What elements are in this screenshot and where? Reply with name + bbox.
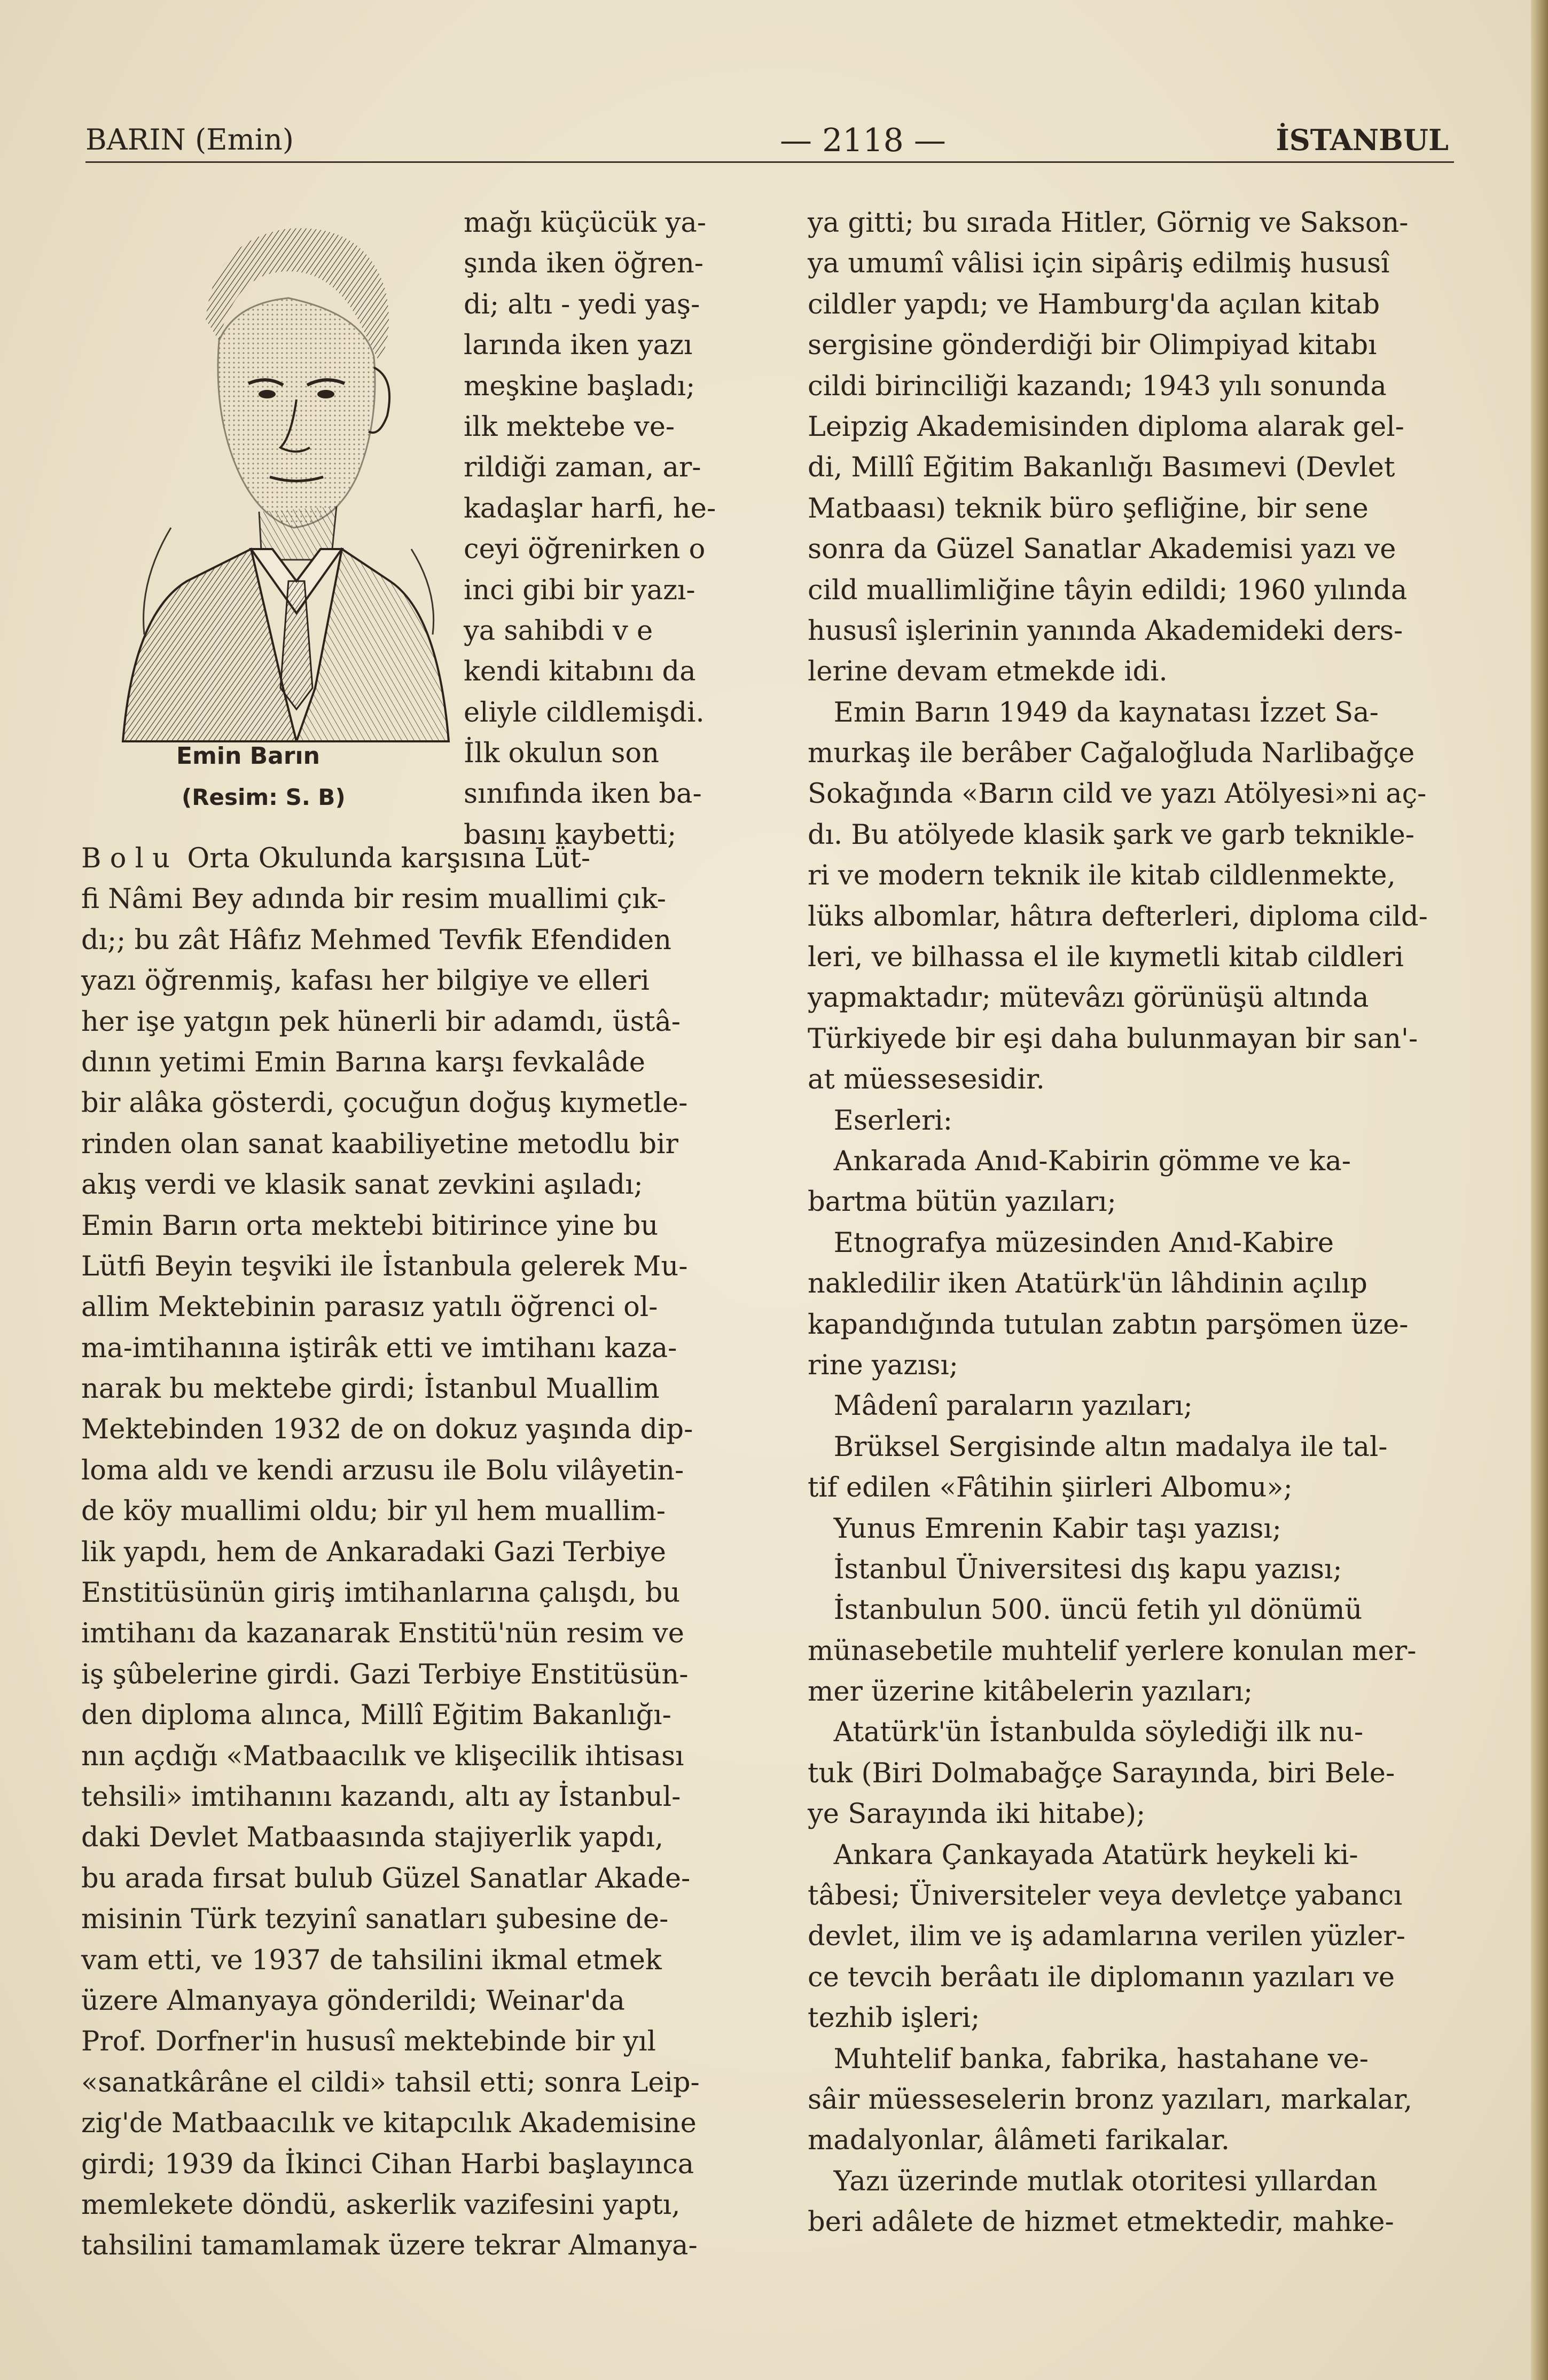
text-line: cildi birinciliği kazandı; 1943 yılı sonunda xyxy=(808,370,1387,402)
text-line: cild muallimliğine tâyin edildi; 1960 yılında xyxy=(808,574,1408,606)
page-header xyxy=(85,119,1454,163)
text-line: yazı öğrenmiş, kafası her bilgiye ve elleri xyxy=(81,965,650,997)
text-line: her işe yatgın pek hünerli bir adamdı, üstâ- xyxy=(81,1006,681,1038)
text-line: Leipzig Akademisinden diploma alarak gel- xyxy=(808,411,1404,443)
text-line: Brüksel Sergisinde altın madalya ile tal- xyxy=(808,1431,1388,1463)
text-line: de köy muallimi oldu; bir yıl hem muallim- xyxy=(81,1496,666,1528)
text-line: memlekete döndü, askerlik vazifesini yaptı, xyxy=(81,2189,681,2221)
text-line: ye Sarayında iki hitabe); xyxy=(808,1798,1146,1830)
text-line: devlet, ilim ve iş adamlarına verilen yüzler- xyxy=(808,1921,1406,1953)
column-left-wide xyxy=(81,839,744,2267)
text-line: narak bu mektebe girdi; İstanbul Muallim xyxy=(81,1373,660,1405)
text-line: hususî işlerinin yanında Akademideki ders- xyxy=(808,615,1403,647)
text-line: Atatürk'ün İstanbulda söylediği ilk nu- xyxy=(808,1717,1364,1749)
header-left: BARIN (Emin) xyxy=(85,123,294,156)
text-line: ma-imtihanına iştirâk etti ve imtihanı kaza- xyxy=(81,1332,677,1364)
text-line: inci gibi bir yazı- xyxy=(464,574,695,606)
text-line: kapandığında tutulan zabtın parşömen üze- xyxy=(808,1309,1409,1341)
text-line: den diploma alınca, Millî Eğitim Bakanlığı- xyxy=(81,1700,671,1732)
text-line: Prof. Dorfner'in hususî mektebinde bir yıl xyxy=(81,2026,656,2058)
text-line: murkaş ile berâber Cağaloğluda Narlibağçe xyxy=(808,738,1415,770)
column-left-narrow xyxy=(464,203,741,856)
text-line: Türkiyede bir eşi daha bulunmayan bir san'- xyxy=(808,1023,1418,1055)
text-line: rinden olan sanat kaabiliyetine metodlu bir xyxy=(81,1128,678,1160)
text-line: Lütfi Beyin teşviki ile İstanbula gelerek Mu- xyxy=(81,1250,688,1282)
portrait-caption-reference: (Resim: S. B) xyxy=(182,784,346,810)
text-line: daki Devlet Matbaasında stajiyerlik yapdı, xyxy=(81,1822,664,1854)
text-line: sonra da Güzel Sanatlar Akademisi yazı ve xyxy=(808,534,1396,566)
text-line: imtihanı da kazanarak Enstitü'nün resim ve xyxy=(81,1618,684,1650)
text-line: bartma bütün yazıları; xyxy=(808,1186,1116,1218)
text-line: dının yetimi Emin Barına karşı fevkalâde xyxy=(81,1046,645,1078)
text-line: ya umumî vâlisi için sipâriş edilmiş hususî xyxy=(808,248,1390,280)
text-line: Emin Barın 1949 da kaynatası İzzet Sa- xyxy=(808,696,1379,729)
text-line: misinin Türk tezyinî sanatları şubesine de- xyxy=(81,1904,669,1936)
text-line: tif edilen «Fâtihin şiirleri Albomu»; xyxy=(808,1472,1293,1504)
text-line: ya sahibdi v e xyxy=(464,615,653,647)
portrait-illustration xyxy=(112,207,459,773)
text-line: ce tevcih berâatı ile diplomanın yazıları ve xyxy=(808,1961,1395,1993)
text-line: ya gitti; bu sırada Hitler, Görnig ve Sakson- xyxy=(808,207,1409,239)
text-line: Sokağında «Barın cild ve yazı Atölyesi»ni aç- xyxy=(808,778,1427,810)
text-line: rildiği zaman, ar- xyxy=(464,452,701,484)
text-line: meşkine başladı; xyxy=(464,370,695,402)
header-right: İSTANBUL xyxy=(1276,123,1449,157)
text-line: kadaşlar harfi, he- xyxy=(464,492,716,524)
page-number: — 2118 — xyxy=(780,122,946,159)
text-line: eliyle cildlemişdi. xyxy=(464,696,705,729)
text-line: Muhtelif banka, fabrika, hastahane ve- xyxy=(808,2043,1369,2075)
text-line: cildler yapdı; ve Hamburg'da açılan kitab xyxy=(808,288,1380,320)
column-right xyxy=(808,203,1459,2243)
text-line: Ankarada Anıd-Kabirin gömme ve ka- xyxy=(808,1145,1351,1177)
text-line: tâbesi; Üniversiteler veya devletçe yabancı xyxy=(808,1880,1403,1912)
text-line: di; altı - yedi yaş- xyxy=(464,288,700,320)
text-line: ri ve modern teknik ile kitab cildlenmekte, xyxy=(808,860,1396,892)
text-line: dı. Bu atölyede klasik şark ve garb teknikle- xyxy=(808,819,1415,851)
text-line: «sanatkârâne el cildi» tahsil etti; sonra Leip- xyxy=(81,2066,700,2099)
page-edge xyxy=(1531,0,1548,2380)
text-line: İstanbulun 500. üncü fetih yıl dönümü xyxy=(808,1594,1363,1626)
text-line: loma aldı ve kendi arzusu ile Bolu vilâyetin- xyxy=(81,1454,684,1486)
text-line: zig'de Matbaacılık ve kitapcılık Akademisine xyxy=(81,2108,697,2140)
text-line: tahsilini tamamlamak üzere tekrar Almanya- xyxy=(81,2230,698,2262)
text-line: tehsili» imtihanını kazandı, altı ay İstanbul- xyxy=(81,1781,681,1813)
text-line: sınıfında iken ba- xyxy=(464,778,702,810)
text-line: İstanbul Üniversitesi dış kapu yazısı; xyxy=(808,1553,1342,1585)
text-line: üzere Almanyaya gönderildi; Weinar'da xyxy=(81,1985,625,2017)
text-line: Emin Barın orta mektebi bitirince yine bu xyxy=(81,1210,659,1242)
text-line: vam etti, ve 1937 de tahsilini ikmal etmek xyxy=(81,1944,662,1976)
text-line: beri adâlete de hizmet etmektedir, mahke- xyxy=(808,2206,1394,2238)
text-line: dı;; bu zât Hâfız Mehmed Tevfik Efendiden xyxy=(81,924,671,956)
text-line: girdi; 1939 da İkinci Cihan Harbi başlayınca xyxy=(81,2148,694,2180)
text-line: mer üzerine kitâbelerin yazıları; xyxy=(808,1676,1253,1708)
text-line: lüks albomlar, hâtıra defterleri, diploma cild- xyxy=(808,901,1428,933)
text-line: mağı küçücük ya- xyxy=(464,207,707,239)
text-line: iş şûbelerine girdi. Gazi Terbiye Enstitüsün- xyxy=(81,1658,689,1690)
text-line: Mâdenî paraların yazıları; xyxy=(808,1390,1193,1422)
text-line: yapmaktadır; mütevâzı görünüşü altında xyxy=(808,982,1369,1014)
text-line: sâir müesseselerin bronz yazıları, markalar, xyxy=(808,2084,1413,2116)
text-line: Ankara Çankayada Atatürk heykeli ki- xyxy=(808,1839,1358,1871)
portrait-caption-name: Emin Barın xyxy=(176,742,320,770)
text-line: ilk mektebe ve- xyxy=(464,411,675,443)
text-line: larında iken yazı xyxy=(464,330,693,362)
text-line: Enstitüsünün giriş imtihanlarına çalışdı, bu xyxy=(81,1577,681,1609)
text-line: madalyonlar, âlâmeti farikalar. xyxy=(808,2125,1230,2157)
text-line: Yunus Emrenin Kabir taşı yazısı; xyxy=(808,1513,1281,1545)
text-line: fi Nâmi Bey adında bir resim muallimi çık- xyxy=(81,883,667,915)
text-line: di, Millî Eğitim Bakanlığı Basımevi (Devlet xyxy=(808,452,1395,484)
text-line: şında iken öğren- xyxy=(464,248,704,280)
text-line: sergisine gönderdiği bir Olimpiyad kitabı xyxy=(808,330,1377,362)
text-line: nakledilir iken Atatürk'ün lâhdinin açılıp xyxy=(808,1268,1367,1300)
text-line: Etnografya müzesinden Anıd-Kabire xyxy=(808,1227,1334,1259)
text-line: İlk okulun son xyxy=(464,738,659,770)
text-line: lik yapdı, hem de Ankaradaki Gazi Terbiye xyxy=(81,1536,666,1568)
text-line: bir alâka gösterdi, çocuğun doğuş kıymetle- xyxy=(81,1087,688,1119)
text-line: bu arada fırsat bulub Güzel Sanatlar Akade- xyxy=(81,1862,691,1894)
text-line: ceyi öğrenirken o xyxy=(464,534,706,566)
text-line: leri, ve bilhassa el ile kıymetli kitab cildleri xyxy=(808,942,1404,974)
text-line: basını kaybetti; xyxy=(464,819,677,851)
text-line: lerine devam etmekde idi. xyxy=(808,656,1168,688)
text-line: Mektebinden 1932 de on dokuz yaşında dip- xyxy=(81,1414,693,1446)
text-line: Yazı üzerinde mutlak otoritesi yıllardan xyxy=(808,2165,1378,2197)
text-line: at müessesesidir. xyxy=(808,1064,1045,1096)
text-line: münasebetile muhtelif yerlere konulan mer- xyxy=(808,1635,1417,1667)
text-line: nın açdığı «Matbaacılık ve klişecilik ihtisası xyxy=(81,1740,684,1772)
text-line: tezhib işleri; xyxy=(808,2002,980,2034)
text-line: Matbaası) teknik büro şefliğine, bir sene xyxy=(808,492,1369,524)
text-line: allim Mektebinin parasız yatılı öğrenci ol- xyxy=(81,1291,658,1324)
text-line: B o l u Orta Okulunda karşısına Lüt- xyxy=(81,843,591,874)
text-line: Eserleri: xyxy=(808,1105,952,1137)
text-line: kendi kitabını da xyxy=(464,656,696,688)
text-line: akış verdi ve klasik sanat zevkini aşıladı; xyxy=(81,1169,643,1201)
text-line: rine yazısı; xyxy=(808,1349,958,1381)
text-line: tuk (Biri Dolmabağçe Sarayında, biri Bele- xyxy=(808,1757,1395,1789)
